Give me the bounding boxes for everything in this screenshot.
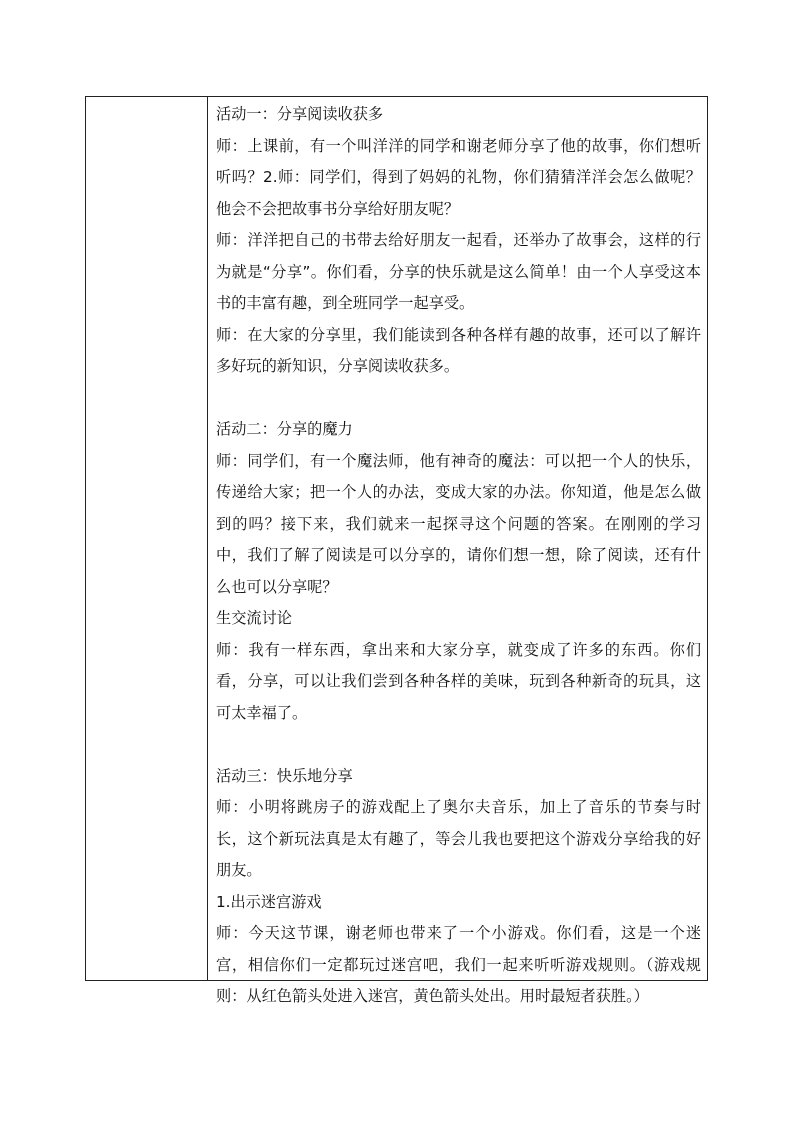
section-spacer [216,729,701,761]
paragraph: 师：我有一样东西，拿出来和大家分享，就变成了许多的东西。你们看，分享，可以让我们尝到各种各样的美味，玩到各种新奇的玩具，这可太幸福了。 [216,640,701,722]
paragraph: 生交流讨论 [216,609,292,627]
paragraph: 师：小明将跳房子的游戏配上了奥尔夫音乐，加上了音乐的节奏与时长，这个新玩法真是太有趣了，等会儿我也要把这个游戏分享给我的好朋友。 [216,798,701,879]
lesson-table [85,96,708,1005]
section-heading: 活动一：分享阅读收获多 [216,105,384,123]
lesson-text [216,99,701,1013]
paragraph: 师：洋洋把自己的书带去给好朋友一起看，还举办了故事会，这样的行为就是“分享”。你们看，分享的快乐就是这么简单！由一个人享受这本书的丰富有趣，到全班同学一起享受。 [216,231,701,312]
section-spacer [216,383,701,415]
paragraph: 师：同学们，有一个魔法师，他有神奇的魔法：可以把一个人的快乐，传递给大家；把一个人的办法，变成大家的办法。你知道，他是怎么做到的吗？接下来，我们就来一起探寻这个问题的答案。在刚刚的学习中，我们了解了阅读是可以分享的，请你们想一想，除了阅读，还有什么也可以分享呢？ [216,451,701,596]
section-heading: 活动二：分享的魔力 [216,420,353,438]
paragraph: 师：上课前，有一个叫洋洋的同学和谢老师分享了他的故事，你们想听听吗？2.师：同学们，得到了妈妈的礼物，你们猜猜洋洋会怎么做呢？他会不会把故事书分享给好朋友呢？ [216,136,701,218]
table-content-cell [208,97,707,1005]
paragraph: 师：在大家的分享里，我们能读到各种各样有趣的故事，还可以了解许多好玩的新知识，分享阅读收获多。 [216,325,701,375]
paragraph: 师：今天这节课，谢老师也带来了一个小游戏。你们看，这是一个迷宫，相信你们一定都玩过迷宫吧，我们一起来听听游戏规则。（游戏规则：从红色箭头处进入迷宫，黄色箭头处出。用时最短者获胜。） [216,924,701,1005]
table-left-column [86,97,208,980]
section-heading: 活动三：快乐地分享 [216,766,353,785]
paragraph: 1.出示迷宫游戏 [216,892,322,911]
